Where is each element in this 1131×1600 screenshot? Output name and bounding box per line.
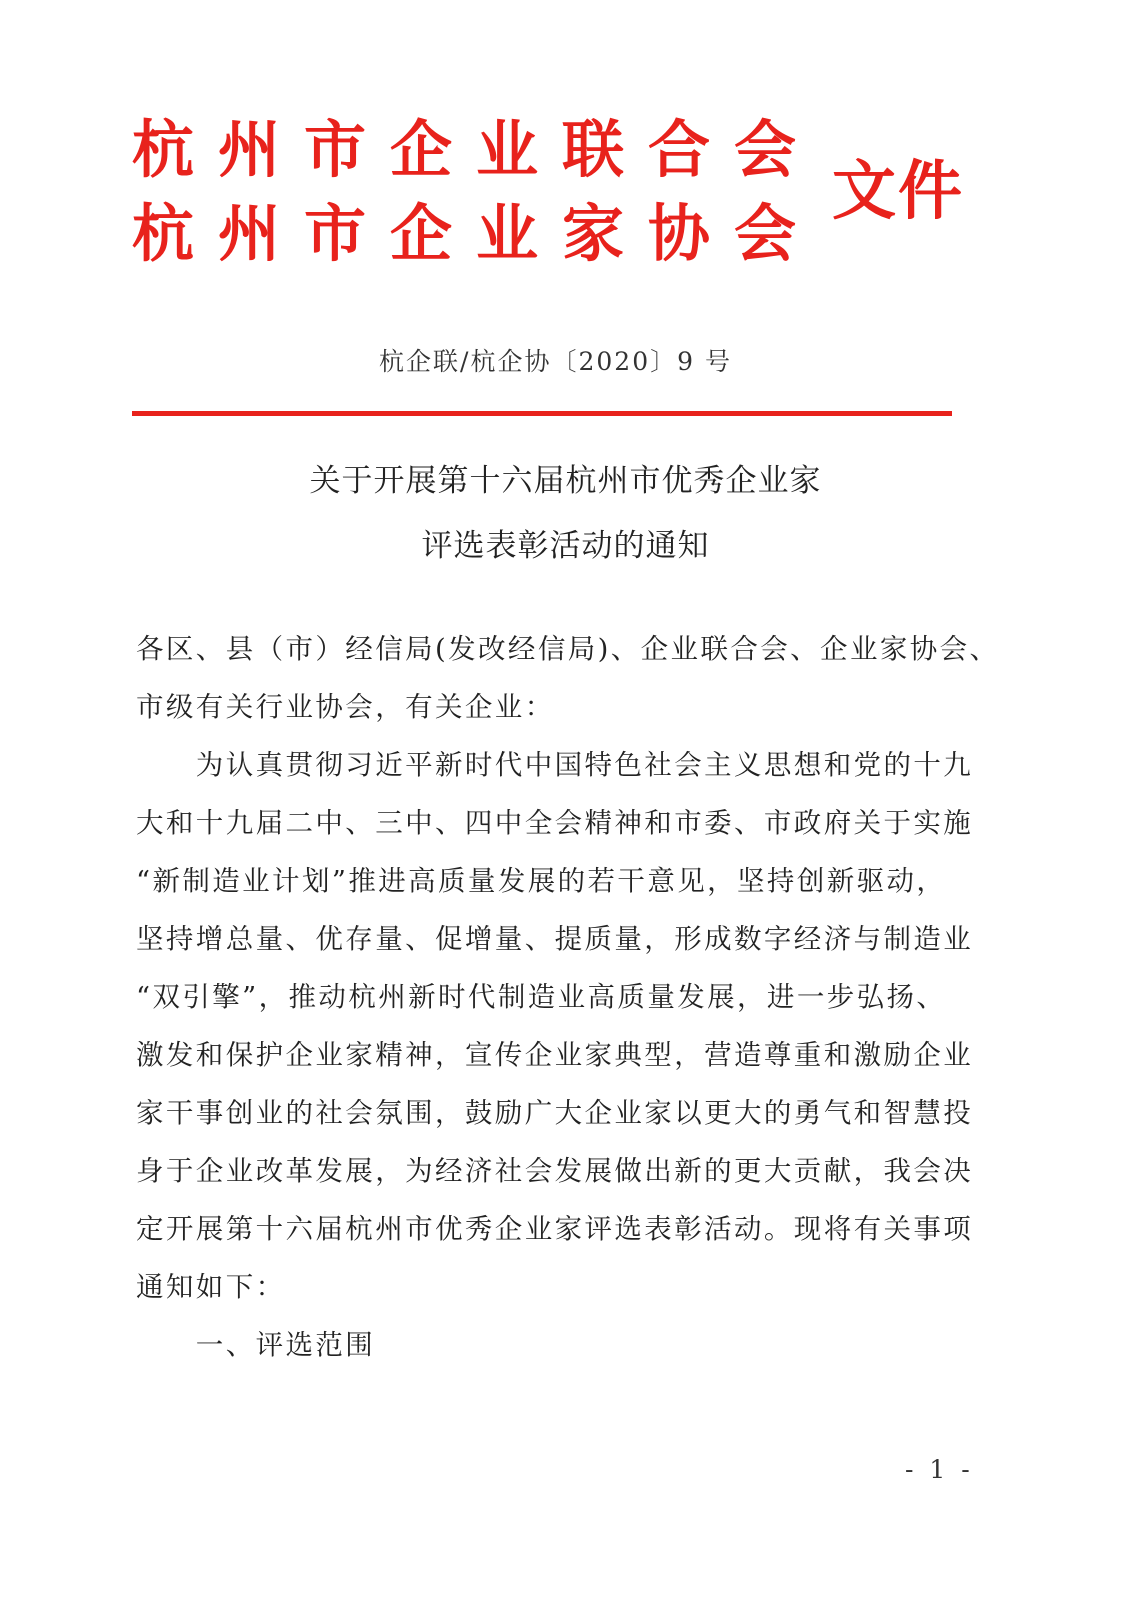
masthead [132, 112, 992, 282]
notice-title-line-2: 评选表彰活动的通知 [421, 528, 710, 564]
notice-title-line-1: 关于开展第十六届杭州市优秀企业家 [309, 463, 822, 499]
body-line: 定开展第十六届杭州市优秀企业家评选表彰活动。现将有关事项 [136, 1213, 974, 1245]
document-type-label: 文件 [832, 155, 964, 229]
body-line: 大和十九届二中、三中、四中全会精神和市委、市政府关于实施 [136, 807, 974, 839]
org-name-line-2: 杭州市企业家协会 [132, 197, 821, 270]
body-line: 身于企业改革发展，为经济社会发展做出新的更大贡献，我会决 [136, 1155, 974, 1187]
red-divider-line [132, 411, 952, 416]
org-name-line-1: 杭州市企业联合会 [132, 113, 821, 186]
body-line: “新制造业计划”推进高质量发展的若干意见，坚持创新驱动， [136, 865, 947, 897]
document-number: 杭企联/杭企协〔2020〕9 号 [379, 347, 732, 376]
page-number: - 1 - [905, 1455, 974, 1484]
body-line: 家干事创业的社会氛围，鼓励广大企业家以更大的勇气和智慧投 [136, 1097, 974, 1129]
body-line: 激发和保护企业家精神，宣传企业家典型，营造尊重和激励企业 [136, 1039, 974, 1071]
body-line: 市级有关行业协会，有关企业： [136, 691, 555, 723]
body-line: 为认真贯彻习近平新时代中国特色社会主义思想和党的十九 [136, 749, 974, 781]
body-line: 通知如下： [136, 1271, 286, 1303]
body-line: “双引擎”，推动杭州新时代制造业高质量发展，进一步弘扬、 [136, 981, 947, 1013]
body-line: 各区、县（市）经信局(发改经信局)、企业联合会、企业家协会、 [136, 633, 1000, 665]
section-heading: 一、评选范围 [136, 1329, 376, 1361]
body-line: 坚持增总量、优存量、促增量、提质量，形成数字经济与制造业 [136, 923, 974, 955]
